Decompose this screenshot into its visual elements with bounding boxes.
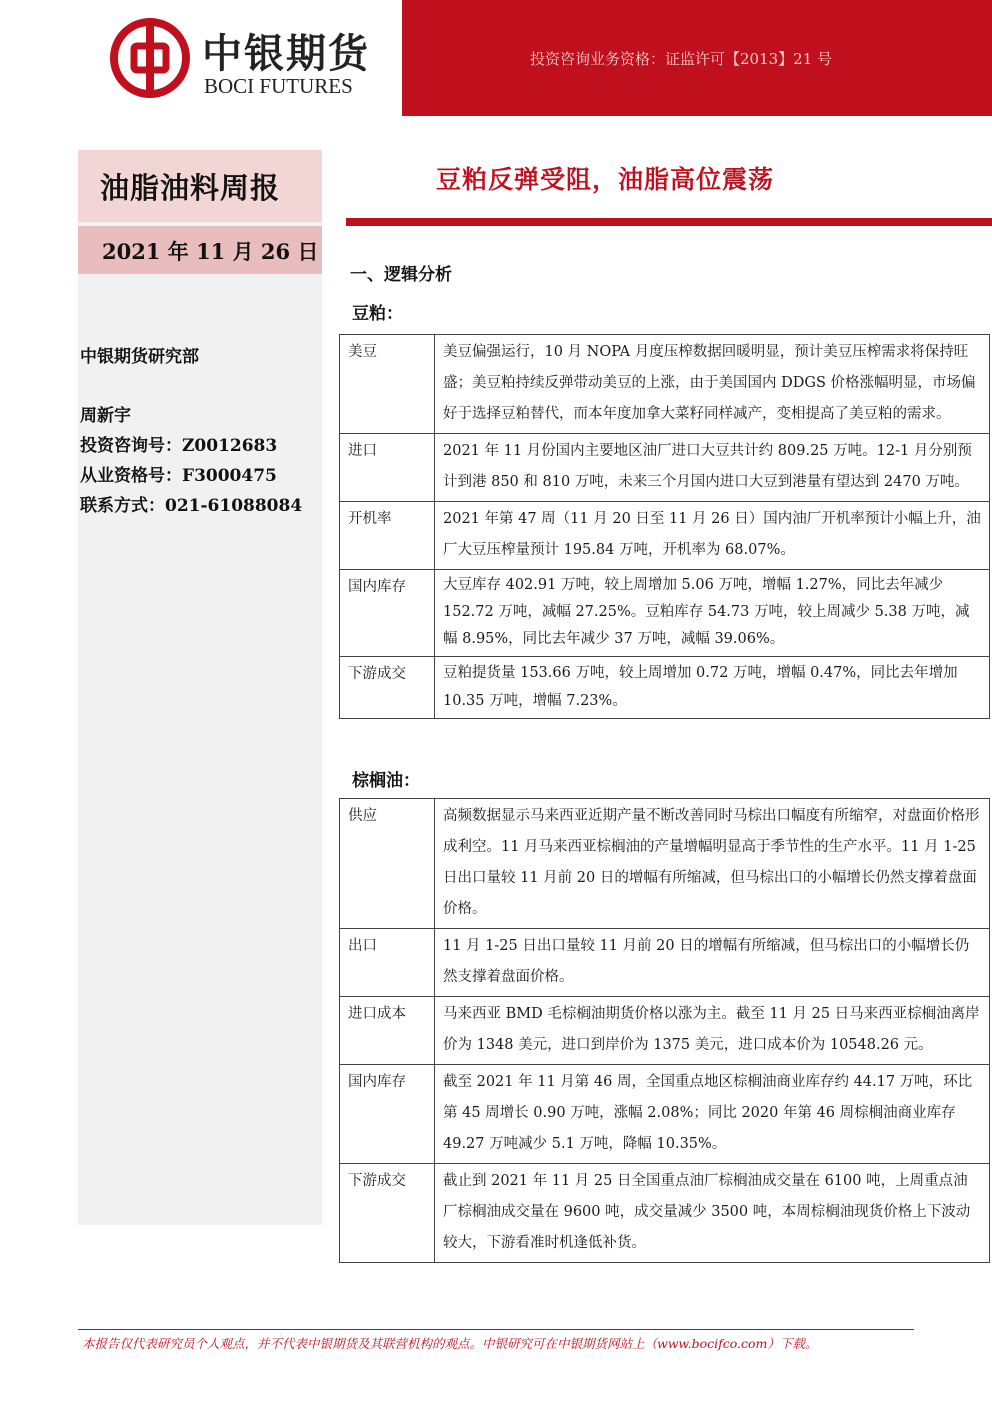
table-row [340, 657, 990, 719]
footer-divider [78, 1329, 914, 1330]
soymeal-table [339, 334, 990, 719]
table-row [340, 434, 990, 502]
logo-en-text: BOCI FUTURES [204, 74, 353, 98]
palm-heading: 棕榈油： [352, 771, 420, 791]
header-logo-area [0, 0, 400, 116]
table-row [340, 997, 990, 1065]
row-key: 下游成交 [340, 657, 435, 719]
row-key: 国内库存 [340, 1065, 435, 1164]
contact-info: 联系方式：021-61088084 [80, 496, 303, 516]
logo-cn-text: 中银期货 [202, 30, 370, 77]
author-block [80, 401, 302, 521]
title-divider [346, 218, 992, 226]
table-row [340, 335, 990, 434]
table-row [340, 1164, 990, 1263]
table-row [340, 502, 990, 570]
disclaimer-text: 本报告仅代表研究员个人观点，并不代表中银期货及其联营机构的观点。中银研究可在中银期货网站上（www.bocifco.com）下载。 [82, 1336, 818, 1351]
row-key: 开机率 [340, 502, 435, 570]
qualification-number: 从业资格号：F3000475 [80, 466, 277, 486]
report-type: 油脂油料周报 [100, 171, 281, 205]
row-key: 美豆 [340, 335, 435, 434]
row-value: 2021 年 11 月份国内主要地区油厂进口大豆共计约 809.25 万吨。12-1 月分别预计到港 850 和 810 万吨，未来三个月国内进口大豆到港量有望达到 2470 万吨。 [435, 434, 990, 502]
sidebar-panel [78, 150, 322, 1225]
row-value: 豆粕提货量 153.66 万吨，较上周增加 0.72 万吨，增幅 0.47%，同比去年增加 10.35 万吨，增幅 7.23%。 [435, 657, 990, 719]
row-key: 供应 [340, 799, 435, 929]
row-key: 下游成交 [340, 1164, 435, 1263]
boc-logo-icon [110, 18, 190, 98]
row-value: 大豆库存 402.91 万吨，较上周增加 5.06 万吨，增幅 1.27%，同比去年减少 152.72 万吨，减幅 27.25%。豆粕库存 54.73 万吨，较上周减少 5.38 万吨，减幅 8.95%，同比去年减少 37 万吨，减幅 39.06%。 [435, 570, 990, 657]
row-key: 进口 [340, 434, 435, 502]
table-row [340, 799, 990, 929]
row-key: 出口 [340, 929, 435, 997]
row-value: 截至 2021 年 11 月第 46 周，全国重点地区棕榈油商业库存约 44.17 万吨，环比第 45 周增长 0.90 万吨，涨幅 2.08%；同比 2020 年第 46 周棕榈油商业库存 49.27 万吨减少 5.1 万吨，降幅 10.35%。 [435, 1065, 990, 1164]
consult-number: 投资咨询号：Z0012683 [80, 436, 278, 456]
page-title: 豆粕反弹受阻，油脂高位震荡 [436, 165, 775, 194]
row-value: 截止到 2021 年 11 月 25 日全国重点油厂棕榈油成交量在 6100 吨，上周重点油厂棕榈油成交量在 9600 吨，成交量减少 3500 吨，本周棕榈油现货价格上下波动较大，下游看准时机逢低补货。 [435, 1164, 990, 1263]
row-key: 进口成本 [340, 997, 435, 1065]
soymeal-heading: 豆粕： [352, 304, 403, 324]
row-value: 高频数据显示马来西亚近期产量不断改善同时马棕出口幅度有所缩窄，对盘面价格形成利空。11 月马来西亚棕榈油的产量增幅明显高于季节性的生产水平。11 月 1-25 日出口量较 11 月前 20 日的增幅有所缩减，但马棕出口的小幅增长仍然支撑着盘面价格。 [435, 799, 990, 929]
license-text: 投资咨询业务资格：证监许可【2013】21 号 [530, 50, 833, 68]
section-heading: 一、逻辑分析 [350, 265, 452, 285]
row-value: 2021 年第 47 周（11 月 20 日至 11 月 26 日）国内油厂开机率预计小幅上升，油厂大豆压榨量预计 195.84 万吨，开机率为 68.07%。 [435, 502, 990, 570]
row-key: 国内库存 [340, 570, 435, 657]
palm-table [339, 798, 990, 1263]
author-name: 周新宇 [80, 406, 131, 426]
table-row [340, 1065, 990, 1164]
row-value: 马来西亚 BMD 毛棕榈油期货价格以涨为主。截至 11 月 25 日马来西亚棕榈油离岸价为 1348 美元，进口到岸价为 1375 美元，进口成本价为 10548.26 元。 [435, 997, 990, 1065]
row-value: 11 月 1-25 日出口量较 11 月前 20 日的增幅有所缩减，但马棕出口的小幅增长仍然支撑着盘面价格。 [435, 929, 990, 997]
row-value: 美豆偏强运行，10 月 NOPA 月度压榨数据回暖明显，预计美豆压榨需求将保持旺盛；美豆粕持续反弹带动美豆的上涨，由于美国国内 DDGS 价格涨幅明显，市场偏好于选择豆粕替代，而本年度加拿大菜籽同样减产，变相提高了美豆粕的需求。 [435, 335, 990, 434]
table-row [340, 929, 990, 997]
report-date: 2021 年 11 月 26 日 [102, 239, 319, 264]
department: 中银期货研究部 [80, 347, 199, 367]
table-row [340, 570, 990, 657]
